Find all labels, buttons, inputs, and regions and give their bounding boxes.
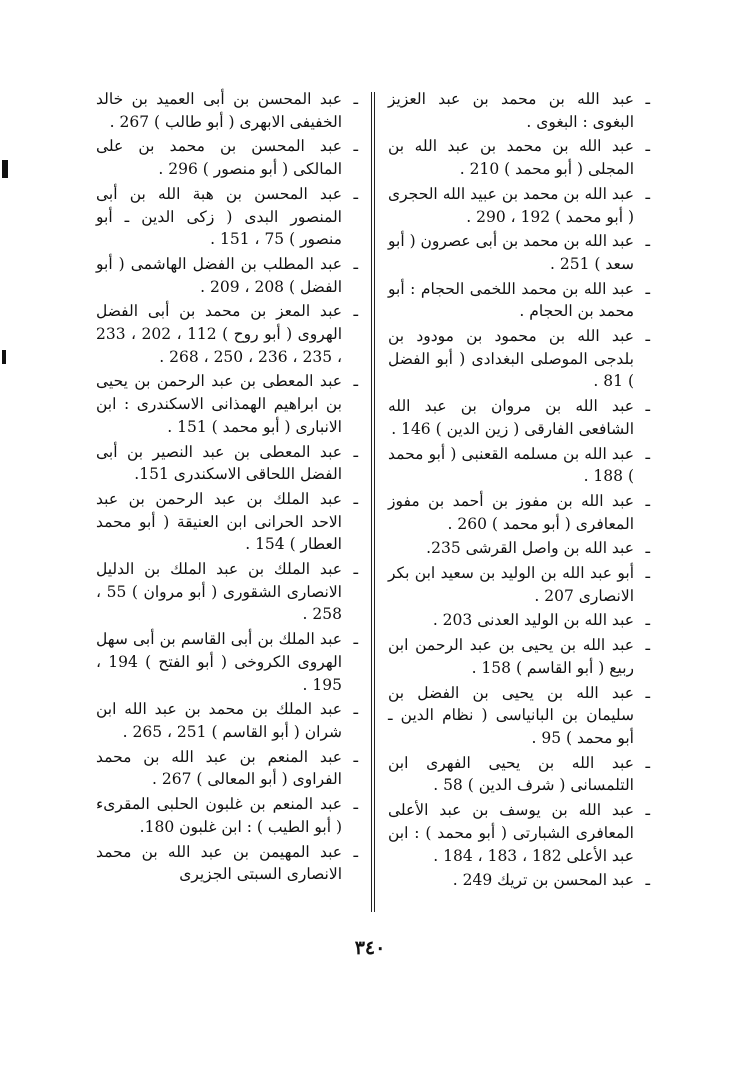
entry-dash: ـ <box>353 254 358 273</box>
entry-text: عبد الله بن يحيى الفهرى ابن التلمسانى ( شرف الدين ) 58 . <box>388 753 634 795</box>
entry-text: عبد الله بن واصل القرشى 235. <box>426 539 634 558</box>
page-number: ٣٤٠ <box>354 937 386 959</box>
scan-mark-middle <box>2 350 6 364</box>
entry-dash: ـ <box>645 397 650 416</box>
entry-text: عبد الله بن مروان بن عبد الله الشافعى الفارقى ( زين الدين ) 146 . <box>388 397 634 438</box>
index-entry <box>388 88 650 133</box>
entry-text: عبد المطلب بن الفضل الهاشمى ( أبو الفضل ) 208 ، 209 . <box>96 254 342 296</box>
entry-dash: ـ <box>353 137 358 156</box>
entry-dash: ـ <box>353 630 358 649</box>
entry-text: عبد الله بن يوسف بن عبد الأعلى المعافرى الشبارتى ( أبو محمد ) : ابن عبد الأعلى 182 ، 183 ، 184 . <box>388 801 634 865</box>
entry-text: عبد الملك بن عبد الرحمن بن عبد الاحد الحرانى ابن العنيقة ( أبو محمد العطار ) 154 . <box>96 489 342 554</box>
entry-text: عبد الله بن محمد بن عبد الله بن المجلى ( أبو محمد ) 210 . <box>388 137 634 179</box>
entry-dash: ـ <box>353 747 358 766</box>
entry-text: عبد المعطى بن عبد الرحمن بن يحيى بن ابراهيم الهمذانى الاسكندرى : ابن الانبارى ( أبو محمد ) 151 . <box>96 372 342 436</box>
entry-dash: ـ <box>645 491 650 510</box>
index-entry <box>96 488 358 556</box>
index-entry <box>96 746 358 791</box>
index-column-left <box>96 88 358 888</box>
index-entry <box>96 793 358 838</box>
index-entry <box>96 698 358 743</box>
entry-dash: ـ <box>353 90 358 108</box>
entry-dash: ـ <box>645 444 650 463</box>
entry-text: عبد المحسن بن أبى العميد بن خالد الخفيفى الابهرى ( أبو طالب ) 267 . <box>96 90 342 131</box>
index-entry <box>96 441 358 486</box>
entry-text: عبد الله بن محمود بن مودود بن بلدجى الموصلى البغدادى ( أبو الفضل ) 81 . <box>388 327 634 391</box>
index-entry <box>96 370 358 438</box>
entry-text: عبد المحسن بن تريك 249 . <box>452 871 634 890</box>
index-entry <box>96 628 358 696</box>
index-entry <box>388 869 650 892</box>
entry-text: عبد المحسن بن محمد بن على المالكى ( أبو منصور ) 296 . <box>96 137 342 179</box>
entry-dash: ـ <box>645 90 650 108</box>
entry-text: عبد الله بن يحيى بن الفضل بن سليمان بن البانياسى ( نظام الدين ـ أبو محمد ) 95 . <box>388 683 634 747</box>
index-entry <box>388 752 650 797</box>
index-entry <box>96 183 358 251</box>
entry-dash: ـ <box>353 489 358 508</box>
index-entry <box>96 841 358 886</box>
entry-text: عبد الله بن مفوز بن أحمد بن مفوز المعافرى ( أبو محمد ) 260 . <box>388 491 634 533</box>
entry-dash: ـ <box>353 184 358 203</box>
index-entry <box>388 443 650 488</box>
entry-dash: ـ <box>353 442 358 461</box>
entry-dash: ـ <box>645 683 650 702</box>
entry-text: عبد الملك بن محمد بن عبد الله ابن شران ( أبو القاسم ) 251 ، 265 . <box>96 700 342 741</box>
entry-text: عبد المنعم بن غلبون الحلبى المقرىء ( أبو الطيب ) : ابن غلبون 180. <box>96 795 342 836</box>
entry-text: أبو عبد الله بن الوليد بن سعيد ابن بكر الانصارى 207 . <box>388 564 634 605</box>
entry-text: عبد الله بن مسلمه القعنبى ( أبو محمد ) 188 . <box>388 444 634 486</box>
entry-dash: ـ <box>645 184 650 203</box>
index-entry <box>388 490 650 535</box>
entry-text: عبد المعطى بن عبد النصير بن أبى الفضل اللحاقى الاسكندرى 151. <box>96 442 342 484</box>
index-entry <box>96 558 358 626</box>
entry-dash: ـ <box>353 700 358 719</box>
index-entry <box>96 135 358 180</box>
entry-text: عبد الملك بن أبى القاسم بن أبى سهل الهروى الكروخى ( أبو الفتح ) 194 ، 195 . <box>96 630 342 694</box>
entry-dash: ـ <box>353 372 358 391</box>
entry-text: عبد الله بن محمد اللخمى الحجام : أبو محمد بن الحجام . <box>388 279 634 321</box>
index-entry <box>96 300 358 368</box>
entry-dash: ـ <box>645 137 650 156</box>
index-column-right <box>388 88 650 894</box>
entry-text: عبد الملك بن عبد الملك بن الدليل الانصارى الشقورى ( أبو مروان ) 55 ، 258 . <box>96 560 342 624</box>
entry-dash: ـ <box>645 539 650 558</box>
index-entry <box>388 682 650 750</box>
entry-dash: ـ <box>353 842 358 861</box>
index-entry <box>388 183 650 228</box>
entry-dash: ـ <box>645 753 650 772</box>
index-entry <box>388 634 650 679</box>
entry-text: عبد الله بن محمد بن عبيد الله الحجرى ( أبو محمد ) 192 ، 290 . <box>388 184 634 226</box>
index-entry <box>388 395 650 440</box>
entry-text: عبد الله بن محمد بن عبد العزيز البغوى : البغوى . <box>388 90 634 131</box>
index-entry <box>388 135 650 180</box>
index-entry <box>388 609 650 632</box>
entry-dash: ـ <box>645 636 650 655</box>
index-entry <box>96 253 358 298</box>
entry-dash: ـ <box>645 564 650 583</box>
entry-text: عبد الله بن محمد بن أبى عصرون ( أبو سعد ) 251 . <box>388 232 634 273</box>
entry-dash: ـ <box>645 871 650 890</box>
index-entry <box>388 562 650 607</box>
entry-text: عبد المحسن بن هبة الله بن أبى المنصور البدى ( زكى الدين ـ أبو منصور ) 75 ، 151 . <box>96 184 342 249</box>
entry-dash: ـ <box>645 232 650 251</box>
index-entry <box>96 88 358 133</box>
entry-text: عبد الله بن الوليد العدنى 203 . <box>432 611 634 630</box>
index-entry <box>388 799 650 867</box>
index-entry <box>388 278 650 323</box>
column-divider <box>371 92 375 912</box>
entry-text: عبد المهيمن بن عبد الله بن محمد الانصارى السبتى الجزيرى <box>96 842 342 884</box>
entry-dash: ـ <box>353 302 358 321</box>
index-entry <box>388 230 650 275</box>
entry-dash: ـ <box>645 611 650 630</box>
entry-text: عبد الله بن يحيى بن عبد الرحمن ابن ربيع ( أبو القاسم ) 158 . <box>388 636 634 677</box>
index-entry <box>388 325 650 393</box>
entry-dash: ـ <box>645 279 650 298</box>
entry-text: عبد المعز بن محمد بن أبى الفضل الهروى ( أبو روح ) 112 ، 202 ، 233 ، 235 ، 236 ، 250 ، 268 . <box>96 302 343 366</box>
entry-text: عبد المنعم بن عبد الله بن محمد الفراوى ( أبو المعالى ) 267 . <box>96 747 342 789</box>
entry-dash: ـ <box>353 795 358 814</box>
scan-mark-top <box>2 160 8 178</box>
entry-dash: ـ <box>353 560 358 579</box>
entry-dash: ـ <box>645 801 650 820</box>
entry-dash: ـ <box>645 327 650 346</box>
index-entry <box>388 537 650 560</box>
